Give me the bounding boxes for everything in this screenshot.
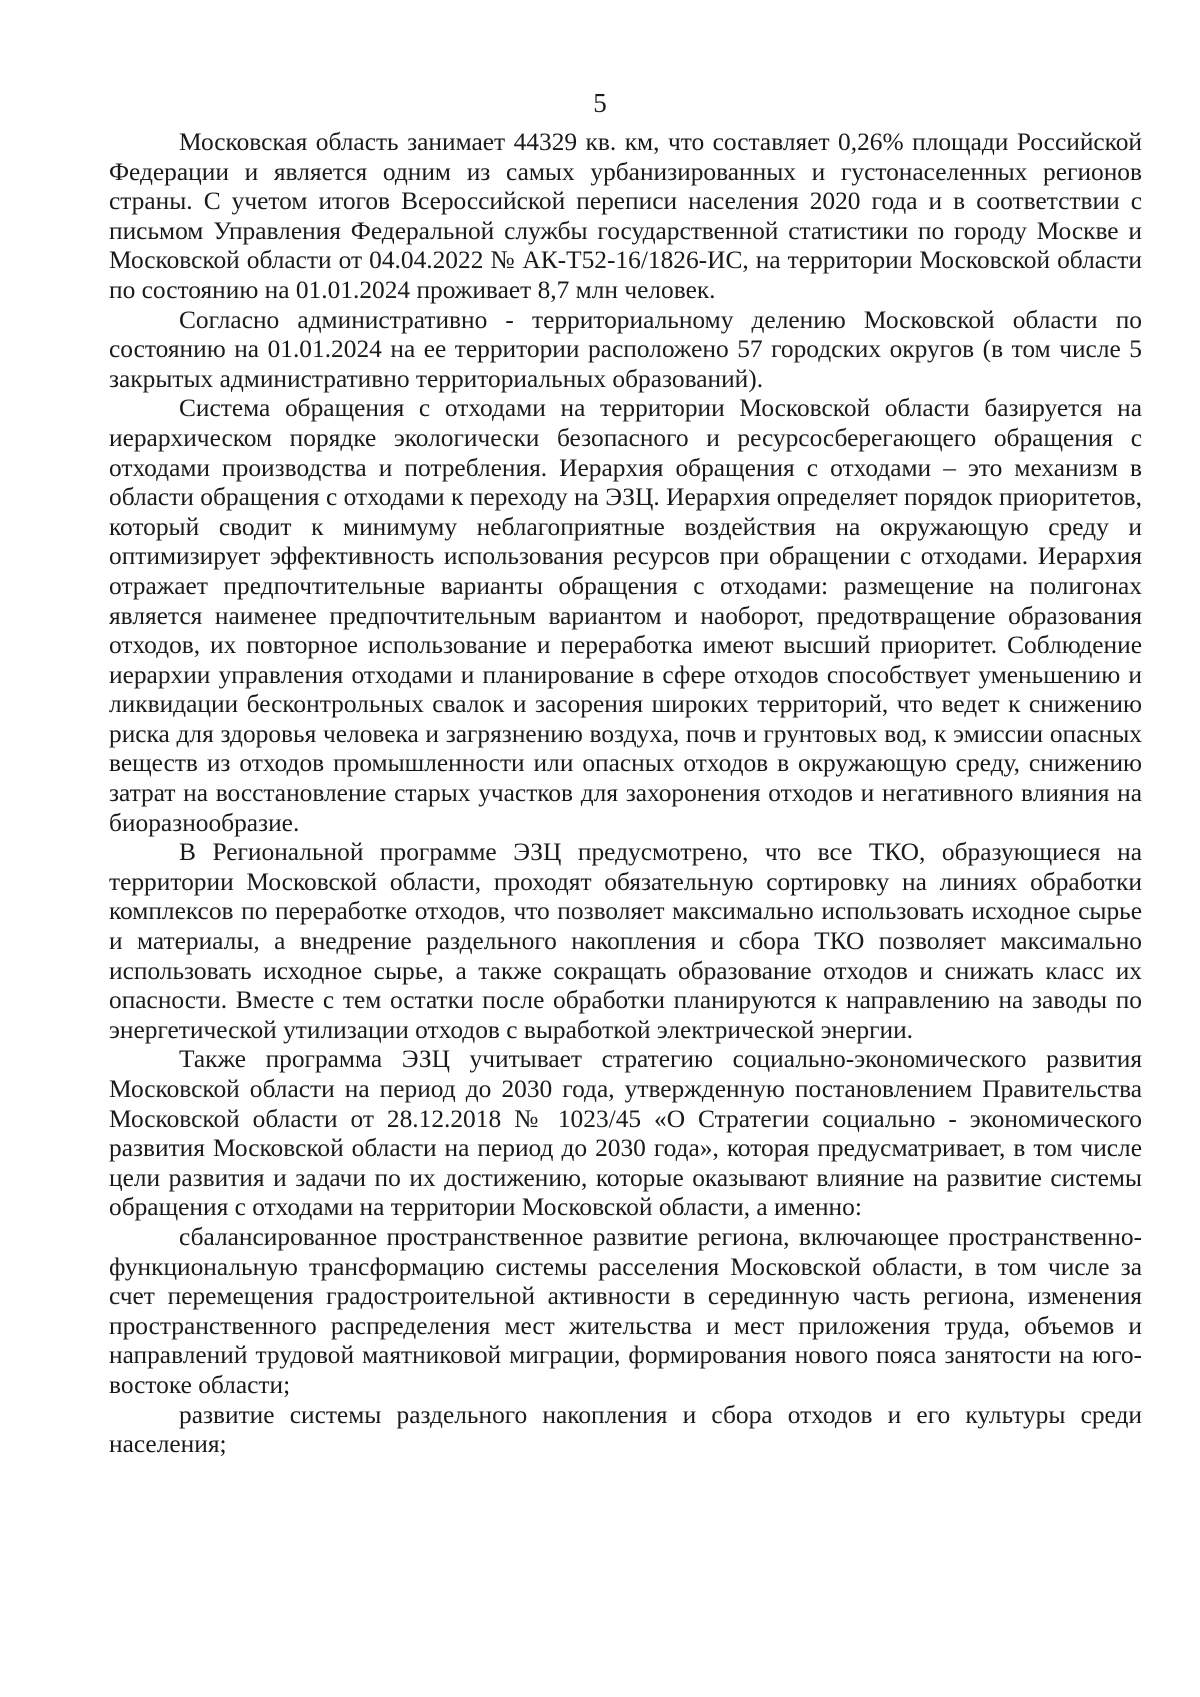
paragraph-waste-hierarchy: Система обращения с отходами на территории Московской области базируется на иерархическом порядке экологически безопасного и ресурсосберегающего обращения с отходами производства и потребления. Иерархия обращения с отходами – это механизм в области обращения с отходами к переходу на ЭЗЦ. Иерархия определяет порядок приоритетов, который сводит к минимуму неблагоприятные воздействия на окружающую среду и оптимизирует эффективность использования ресурсов при обращении с отходами. Иерархия отражает предпочтительные варианты обращения с отходами: размещение на полигонах является наименее предпочтительным вариантом и наоборот, предотвращение образования отходов, их повторное использование и переработка имеют высший приоритет. Соблюдение иерархии управления отходами и планирование в сфере отходов способствует уменьшению и ликвидации бесконтрольных свалок и засорения широких территорий, что ведет к снижению риска для здоровья человека и загрязнению воздуха, почв и грунтовых вод, к эмиссии опасных веществ из отходов промышленности или опасных отходов в окружающую среду, снижению затрат на восстановление старых участков для захоронения отходов и негативного влияния на биоразнообразие. [109, 394, 1142, 837]
paragraph-spatial-development: сбалансированное пространственное развитие региона, включающее пространственно-функциональную трансформацию системы расселения Московской области, в том числе за счет перемещения градостроительной активности в серединную часть региона, изменения пространственного распределения мест жительства и мест приложения труда, объемов и направлений трудовой маятниковой миграции, формирования нового пояса занятости на юго-востоке области; [109, 1222, 1142, 1399]
paragraph-administrative-division: Согласно административно - территориальному делению Московской области по состоянию на 01.01.2024 на ее территории расположено 57 городских округов (в том числе 5 закрытых административно территориальных образований). [109, 305, 1142, 393]
paragraph-separate-collection: развитие системы раздельного накопления и сбора отходов и его культуры среди населения; [109, 1400, 1142, 1459]
document-body [109, 128, 1142, 1460]
paragraph-population: Московская область занимает 44329 кв. км, что составляет 0,26% площади Российской Федерации и является одним из самых урбанизированных и густонаселенных регионов страны. С учетом итогов Всероссийской переписи населения 2020 года и в соответствии с письмом Управления Федеральной службы государственной статистики по городу Москве и Московской области от 04.04.2022 № АК-Т52-16/1826-ИС, на территории Московской области по состоянию на 01.01.2024 проживает 8,7 млн человек. [109, 128, 1142, 304]
paragraph-regional-program: В Региональной программе ЭЗЦ предусмотрено, что все ТКО, образующиеся на территории Московской области, проходят обязательную сортировку на линиях обработки комплексов по переработке отходов, что позволяет максимально использовать исходное сырье и материалы, а внедрение раздельного накопления и сбора ТКО позволяет максимально использовать исходное сырье, а также сокращать образование отходов и снижать класс их опасности. Вместе с тем остатки после обработки планируются к направлению на заводы по энергетической утилизации отходов с выработкой электрической энергии. [109, 838, 1142, 1044]
paragraph-development-strategy: Также программа ЭЗЦ учитывает стратегию социально-экономического развития Московской области на период до 2030 года, утвержденную постановлением Правительства Московской области от 28.12.2018 № 1023/45 «О Стратегии социально - экономического развития Московской области на период до 2030 года», которая предусматривает, в том числе цели развития и задачи по их достижению, которые оказывают влияние на развитие системы обращения с отходами на территории Московской области, а именно: [109, 1045, 1142, 1222]
page-number: 5 [593, 88, 607, 118]
